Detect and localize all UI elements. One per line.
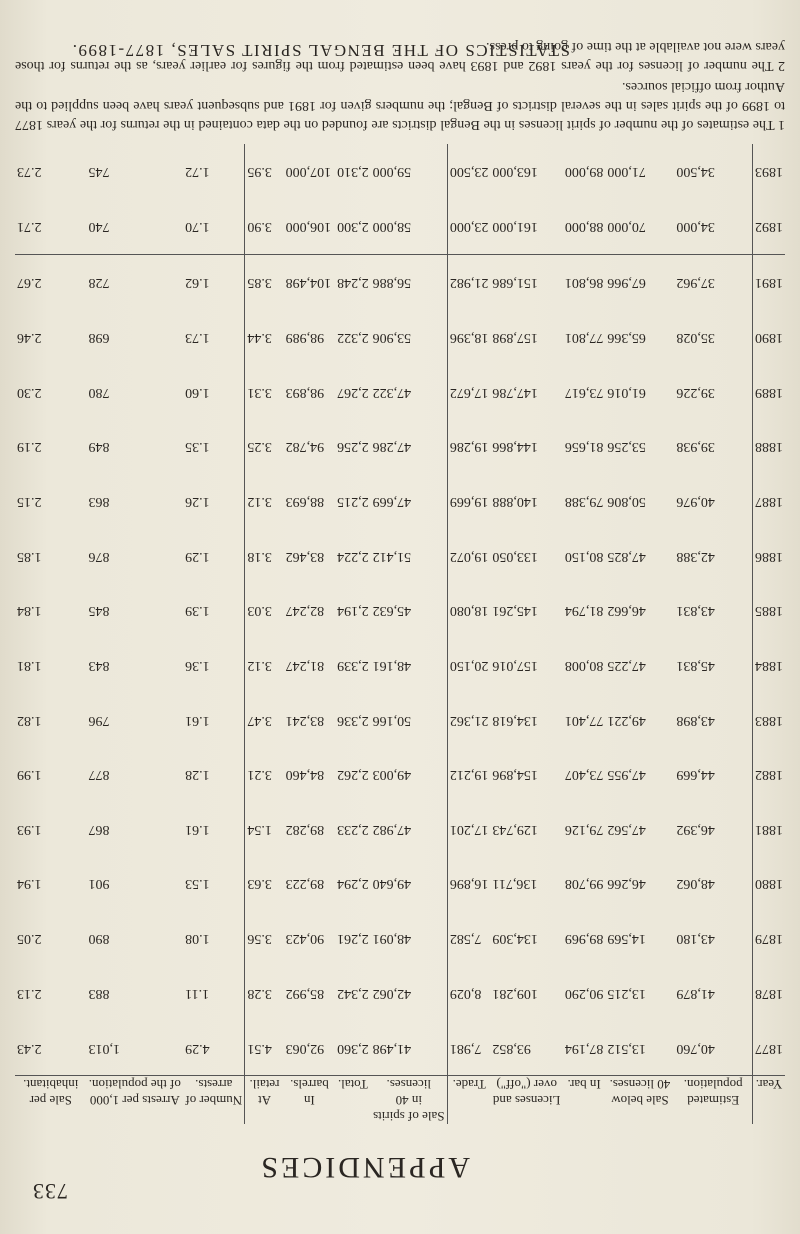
table-cell: 49,221 xyxy=(607,712,646,728)
table-cell: 2,342 xyxy=(337,985,369,1001)
table-cell: 2,360 xyxy=(337,1040,369,1056)
table-row xyxy=(15,692,785,747)
table-cell: 47,562 xyxy=(607,821,646,837)
table-cell: 39,226 xyxy=(674,364,752,419)
table-cell: 876 xyxy=(88,548,110,564)
table-cell: 41,498 xyxy=(371,1020,448,1075)
table-cell: 157,016 xyxy=(492,657,538,673)
header-in-bar: In bar. xyxy=(563,1076,606,1125)
header-number-of-arrests: Number of arrests. xyxy=(183,1076,245,1125)
table-cell: 161,000 xyxy=(492,219,538,235)
table-cell: 90,423 xyxy=(285,931,325,947)
table-cell: 90,290 xyxy=(564,985,604,1001)
table-cell: 144,866 xyxy=(492,439,538,455)
table-cell: 43,180 xyxy=(674,911,752,966)
table-cell: 2.19 xyxy=(17,439,42,455)
table-cell: 42,062 xyxy=(371,965,448,1020)
table-cell: 48,161 xyxy=(371,638,448,693)
table-cell: 109,281 xyxy=(492,985,538,1001)
table-cell: 16,896 xyxy=(449,876,489,892)
table-cell: 81,656 xyxy=(564,439,604,455)
header-at-retail: At retail. xyxy=(245,1076,284,1125)
footnote: 1 The estimates of the number of spirit licenses in the Bengal districts are founded on the data contained in the returns for the years 1877 to 1899 of the spirit sales in the several districts of Bengal; the numbers given for 1891 and subsequent years have been supplied to the Author from official sources. xyxy=(15,79,785,132)
table-cell: 18,080 xyxy=(449,603,489,619)
table-body xyxy=(15,144,785,1076)
table-cell: 98,893 xyxy=(285,384,325,400)
statistics-table xyxy=(15,144,785,1124)
table-cell: 2,267 xyxy=(337,384,369,400)
table-cell: 2,248 xyxy=(337,275,369,291)
table-cell: 59,000 xyxy=(371,144,448,199)
table-cell: 1.11 xyxy=(183,965,245,1020)
table-cell: 3.18 xyxy=(247,548,272,564)
table-cell: 1.26 xyxy=(183,474,245,529)
table-cell: 107,000 xyxy=(285,164,332,180)
table-cell: 3.25 xyxy=(247,439,272,455)
table-cell: 877 xyxy=(88,767,110,783)
table-cell: 863 xyxy=(88,493,110,509)
table-cell: 849 xyxy=(88,439,110,455)
table-cell: 867 xyxy=(88,821,110,837)
table-cell: 83,462 xyxy=(285,548,325,564)
table-cell: 93,852 xyxy=(492,1040,531,1056)
table-cell: 3.12 xyxy=(247,493,272,509)
header-arrests-per-1000: Arrests per 1,000 of the population. xyxy=(86,1076,183,1125)
table-cell: 80,150 xyxy=(564,548,604,564)
table-cell: 1.53 xyxy=(183,856,245,911)
table-cell: 2,339 xyxy=(337,657,369,673)
table-row xyxy=(15,144,785,199)
table-cell: 89,000 xyxy=(564,164,604,180)
table-cell: 2.15 xyxy=(17,493,42,509)
table-cell: 73,617 xyxy=(564,384,604,400)
table-cell: 39,938 xyxy=(674,419,752,474)
table-cell: 2,294 xyxy=(337,876,369,892)
table-cell: 3.56 xyxy=(247,931,272,947)
table-cell: 17,672 xyxy=(449,384,489,400)
table-cell: 14,569 xyxy=(607,931,646,947)
table-cell: 890 xyxy=(88,931,110,947)
table-cell: 104,498 xyxy=(285,275,332,291)
table-cell: 845 xyxy=(88,603,110,619)
section-heading: APPENDICES xyxy=(258,1151,470,1184)
table-cell: 1.82 xyxy=(17,712,42,728)
table-cell: 47,669 xyxy=(371,474,448,529)
table-cell: 3.12 xyxy=(247,657,272,673)
table-cell: 43,898 xyxy=(674,692,752,747)
table-cell: 2,310 xyxy=(337,164,369,180)
table-cell: 43,831 xyxy=(674,583,752,638)
table-cell: 13,215 xyxy=(607,985,646,1001)
table-cell: 1.94 xyxy=(17,876,42,892)
table-cell: 23,000 xyxy=(449,219,489,235)
table-cell: 3.90 xyxy=(247,219,272,235)
table-cell: 1.73 xyxy=(183,310,245,365)
table-cell: 86,801 xyxy=(564,275,604,291)
table-cell: 2,194 xyxy=(337,603,369,619)
table-cell: 2.46 xyxy=(17,330,42,346)
table-cell: 140,888 xyxy=(492,493,538,509)
table-cell: 23,500 xyxy=(449,164,489,180)
table-cell: 17,201 xyxy=(449,821,489,837)
table-cell: 1885 xyxy=(755,603,783,619)
table-cell: 1.72 xyxy=(183,144,245,199)
table-cell: 1.61 xyxy=(183,801,245,856)
table-cell: 1887 xyxy=(755,493,783,509)
table-cell: 1888 xyxy=(755,439,783,455)
table-row xyxy=(15,474,785,529)
table-cell: 92,063 xyxy=(285,1040,325,1056)
table-cell: 58,000 xyxy=(371,199,448,254)
table-cell: 47,825 xyxy=(607,548,646,564)
table-cell: 53,906 xyxy=(371,310,448,365)
table-header-row xyxy=(15,1076,785,1125)
table-cell: 53,256 xyxy=(607,439,646,455)
table-cell: 56,886 xyxy=(371,254,448,309)
table-cell: 71,000 xyxy=(607,164,646,180)
table-cell: 2.67 xyxy=(17,275,42,291)
table-cell: 134,618 xyxy=(492,712,538,728)
table-cell: 18,396 xyxy=(449,330,489,346)
table-cell: 1.28 xyxy=(183,747,245,802)
table-cell: 1880 xyxy=(755,876,783,892)
table-cell: 796 xyxy=(88,712,110,728)
table-cell: 7,981 xyxy=(449,1040,482,1056)
table-cell: 2,336 xyxy=(337,712,369,728)
table-cell: 34,500 xyxy=(674,144,752,199)
table-row xyxy=(15,254,785,309)
table-cell: 7,582 xyxy=(449,931,482,947)
table-cell: 1884 xyxy=(755,657,783,673)
table-cell: 843 xyxy=(88,657,110,673)
table-cell: 133,050 xyxy=(492,548,538,564)
table-cell: 1883 xyxy=(755,712,783,728)
table-cell: 50,166 xyxy=(371,692,448,747)
table-cell: 2,262 xyxy=(337,767,369,783)
page-number: 733 xyxy=(32,1179,68,1204)
table-cell: 19,286 xyxy=(449,439,489,455)
table-cell: 2.43 xyxy=(17,1040,42,1056)
table-cell: 2.30 xyxy=(17,384,42,400)
table-row xyxy=(15,419,785,474)
table-cell: 80,008 xyxy=(564,657,604,673)
table-cell: 88,000 xyxy=(564,219,604,235)
table-cell: 2,233 xyxy=(337,821,369,837)
table-cell: 147,786 xyxy=(492,384,538,400)
table-cell: 1889 xyxy=(755,384,783,400)
table-cell: 47,955 xyxy=(607,767,646,783)
table-cell: 85,992 xyxy=(285,985,325,1001)
table-cell: 3.47 xyxy=(247,712,272,728)
table-cell: 45,831 xyxy=(674,638,752,693)
table-cell: 2,261 xyxy=(337,931,369,947)
table-cell: 1.81 xyxy=(17,657,42,673)
table-cell: 77,801 xyxy=(564,330,604,346)
table-cell: 4.51 xyxy=(247,1040,272,1056)
table-cell: 1.61 xyxy=(183,692,245,747)
table-cell: 2,224 xyxy=(337,548,369,564)
table-cell: 3.95 xyxy=(247,164,272,180)
table-cell: 2.71 xyxy=(17,219,42,235)
table-cell: 883 xyxy=(88,985,110,1001)
header-estimated-population: Estimated population. xyxy=(674,1076,752,1125)
table-cell: 41,879 xyxy=(674,965,752,1020)
table-row xyxy=(15,747,785,802)
table-row xyxy=(15,965,785,1020)
table-cell: 45,632 xyxy=(371,583,448,638)
table-cell: 1.54 xyxy=(247,821,272,837)
table-cell: 901 xyxy=(88,876,110,892)
table-cell: 780 xyxy=(88,384,110,400)
table-cell: 728 xyxy=(88,275,110,291)
table-cell: 19,669 xyxy=(449,493,489,509)
table-cell: 3.21 xyxy=(247,767,272,783)
table-cell: 47,286 xyxy=(371,419,448,474)
table-row xyxy=(15,528,785,583)
header-sale-of-spirits: Sale of spirits in 40 licenses. xyxy=(371,1076,448,1125)
table-cell: 3.85 xyxy=(247,275,272,291)
table-row xyxy=(15,364,785,419)
table-cell: 19,212 xyxy=(449,767,489,783)
table-cell: 67,966 xyxy=(607,275,646,291)
table-cell: 1.39 xyxy=(183,583,245,638)
table-cell: 48,091 xyxy=(371,911,448,966)
header-trade: Trade. xyxy=(447,1076,490,1125)
table-row xyxy=(15,583,785,638)
table-cell: 3.63 xyxy=(247,876,272,892)
table-cell: 94,782 xyxy=(285,439,325,455)
footnote: 2 The number of licenses for the years 1892 and 1893 have been estimated from the figures for earlier years, as the returns for those years were not available at the time of going to press. xyxy=(15,39,785,73)
table-cell: 49,003 xyxy=(371,747,448,802)
table-cell: 48,062 xyxy=(674,856,752,911)
table-cell: 44,669 xyxy=(674,747,752,802)
table-cell: 87,194 xyxy=(564,1040,604,1056)
table-cell: 745 xyxy=(88,164,110,180)
table-cell: 4.29 xyxy=(183,1020,245,1075)
table-cell: 157,898 xyxy=(492,330,538,346)
table-cell: 88,693 xyxy=(285,493,325,509)
table-cell: 2,300 xyxy=(337,219,369,235)
table-row xyxy=(15,638,785,693)
table-cell: 34,000 xyxy=(674,199,752,254)
table-cell: 1891 xyxy=(755,275,783,291)
table-row xyxy=(15,199,785,254)
table-cell: 47,322 xyxy=(371,364,448,419)
header-sale-below: Sale below 40 licenses. xyxy=(605,1076,674,1125)
table-cell: 134,309 xyxy=(492,931,538,947)
table-cell: 3.31 xyxy=(247,384,272,400)
header-in-barrels: In barrels. xyxy=(284,1076,335,1125)
table-cell: 37,962 xyxy=(674,254,752,309)
table-row xyxy=(15,856,785,911)
table-cell: 8,029 xyxy=(449,985,482,1001)
table-cell: 99,708 xyxy=(564,876,604,892)
table-cell: 1.99 xyxy=(17,767,42,783)
table-cell: 1.84 xyxy=(17,603,42,619)
table-cell: 73,407 xyxy=(564,767,604,783)
table-cell: 46,392 xyxy=(674,801,752,856)
table-cell: 84,460 xyxy=(285,767,325,783)
table-cell: 1,013 xyxy=(88,1040,120,1056)
table-cell: 1882 xyxy=(755,767,783,783)
table-cell: 81,794 xyxy=(564,603,604,619)
table-cell: 1893 xyxy=(755,164,783,180)
table-cell: 79,126 xyxy=(564,821,604,837)
table-row xyxy=(15,310,785,365)
header-licensed-and-over: Licenses and over ("off") xyxy=(490,1076,562,1125)
table-cell: 698 xyxy=(88,330,110,346)
table-row xyxy=(15,911,785,966)
table-cell: 40,760 xyxy=(674,1020,752,1075)
table-cell: 20,150 xyxy=(449,657,489,673)
table-cell: 89,282 xyxy=(285,821,325,837)
table-cell: 1.62 xyxy=(183,254,245,309)
table-cell: 1.08 xyxy=(183,911,245,966)
table-cell: 1892 xyxy=(755,219,783,235)
table-cell: 77,401 xyxy=(564,712,604,728)
table-cell: 50,806 xyxy=(607,493,646,509)
table-row xyxy=(15,1020,785,1075)
header-sale-per-inhabitant: Sale per inhabitant. xyxy=(15,1076,86,1125)
table-cell: 46,662 xyxy=(607,603,646,619)
table-cell: 82,247 xyxy=(285,603,325,619)
table-cell: 81,247 xyxy=(285,657,325,673)
table-cell: 1.36 xyxy=(183,638,245,693)
table-cell: 2.13 xyxy=(17,985,42,1001)
table-cell: 106,000 xyxy=(285,219,332,235)
table-cell: 1.70 xyxy=(183,199,245,254)
table-cell: 3.44 xyxy=(247,330,272,346)
table-cell: 2,215 xyxy=(337,493,369,509)
table-cell: 46,266 xyxy=(607,876,646,892)
table-cell: 163,000 xyxy=(492,164,538,180)
table-cell: 145,261 xyxy=(492,603,538,619)
table-cell: 47,225 xyxy=(607,657,646,673)
table-cell: 2,322 xyxy=(337,330,369,346)
table-cell: 3.28 xyxy=(247,985,272,1001)
table-cell: 2,256 xyxy=(337,439,369,455)
table-cell: 1886 xyxy=(755,548,783,564)
table-cell: 2.73 xyxy=(17,164,42,180)
table-cell: 154,896 xyxy=(492,767,538,783)
table-cell: 35,028 xyxy=(674,310,752,365)
table-cell: 1.85 xyxy=(17,548,42,564)
table-cell: 1881 xyxy=(755,821,783,837)
table-cell: 79,388 xyxy=(564,493,604,509)
table-cell: 89,969 xyxy=(564,931,604,947)
table-cell: 47,982 xyxy=(371,801,448,856)
table-cell: 83,241 xyxy=(285,712,325,728)
table-cell: 3.03 xyxy=(247,603,272,619)
table-cell: 2.05 xyxy=(17,931,42,947)
header-year: Year. xyxy=(753,1076,786,1125)
table-cell: 61,016 xyxy=(607,384,646,400)
table-cell: 1.60 xyxy=(183,364,245,419)
table-cell: 1878 xyxy=(755,985,783,1001)
table-cell: 1.35 xyxy=(183,419,245,474)
table-cell: 151,686 xyxy=(492,275,538,291)
table-cell: 1.29 xyxy=(183,528,245,583)
table-cell: 740 xyxy=(88,219,110,235)
table-cell: 21,982 xyxy=(449,275,489,291)
running-head: STATISTICS OF THE BENGAL SPIRIT SALES, 1877-1899. xyxy=(71,41,570,60)
table-cell: 40,976 xyxy=(674,474,752,529)
table-cell: 129,743 xyxy=(492,821,538,837)
table-cell: 136,711 xyxy=(492,876,538,892)
table-cell: 89,223 xyxy=(285,876,325,892)
table-cell: 21,362 xyxy=(449,712,489,728)
header-total: Total. xyxy=(335,1076,371,1125)
table-cell: 13,512 xyxy=(607,1040,646,1056)
table-cell: 98,989 xyxy=(285,330,325,346)
table-cell: 19,072 xyxy=(449,548,489,564)
table-row xyxy=(15,801,785,856)
footnotes xyxy=(15,35,785,134)
table-cell: 49,640 xyxy=(371,856,448,911)
table-cell: 42,388 xyxy=(674,528,752,583)
table-cell: 70,000 xyxy=(607,219,646,235)
table-cell: 1.93 xyxy=(17,821,42,837)
table-cell: 65,366 xyxy=(607,330,646,346)
table-cell: 1879 xyxy=(755,931,783,947)
table-cell: 51,412 xyxy=(371,528,448,583)
table-cell: 1890 xyxy=(755,330,783,346)
table-cell: 1877 xyxy=(755,1040,783,1056)
